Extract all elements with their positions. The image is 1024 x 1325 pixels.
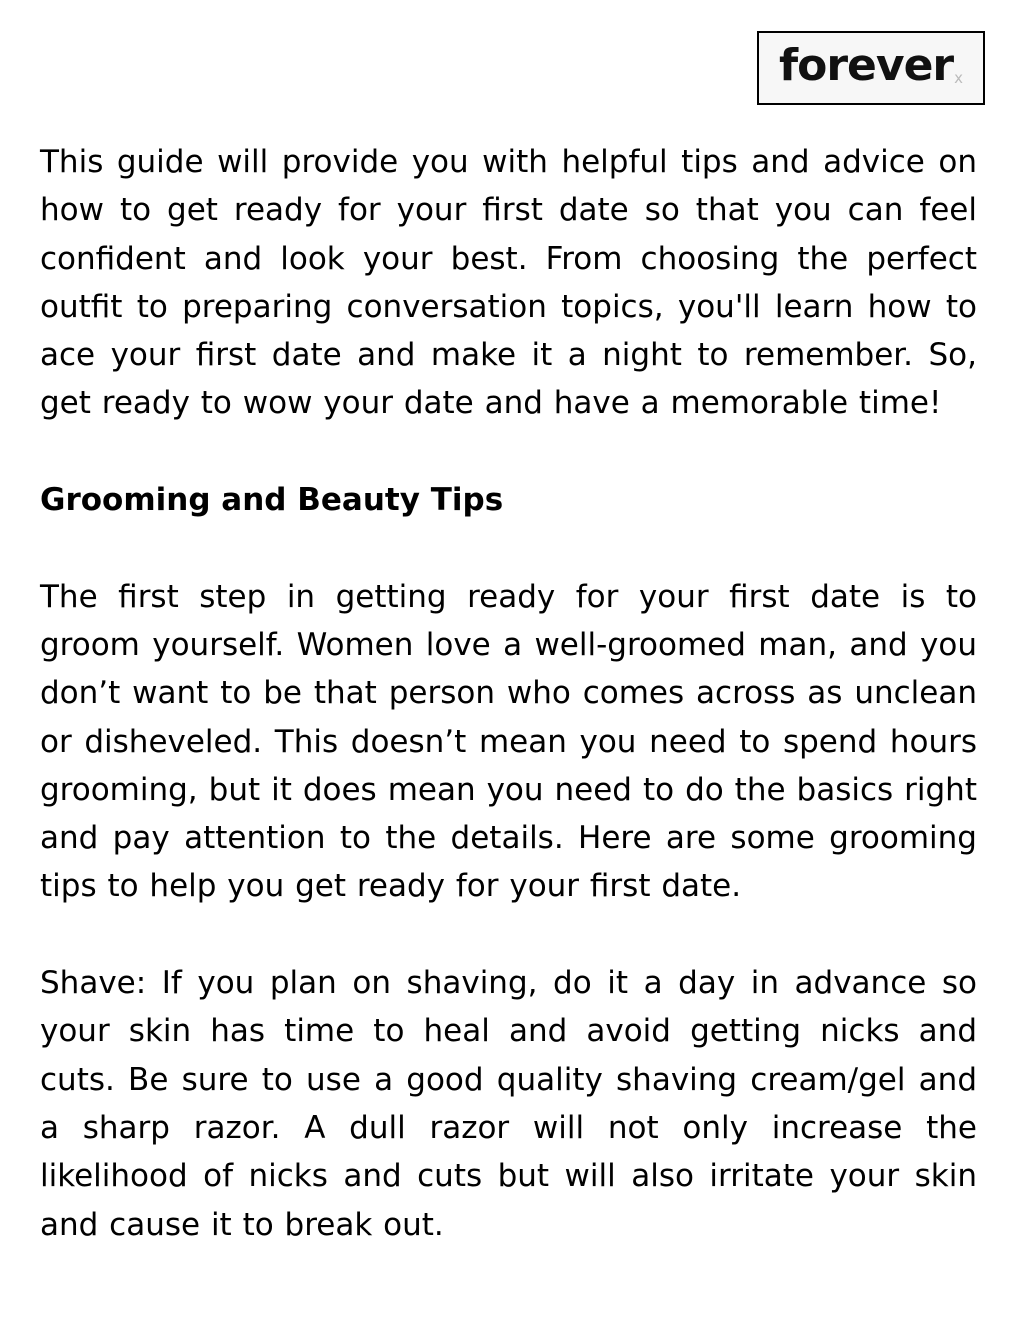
document-body [40, 138, 977, 1249]
logo-wordmark: forever [778, 40, 954, 91]
section-heading: Grooming and Beauty Tips [40, 482, 504, 519]
shave-paragraph: Shave: If you plan on shaving, do it a day in advance so your skin has time to heal and avoid getting nicks and cuts. Be sure to use a good quality shaving cream/gel and a sharp razor. A dull razor will not only increase the likelihood of nicks and cuts but will also irritate your skin and cause it to break out. [40, 965, 977, 1243]
logo-suffix: x [954, 69, 964, 87]
grooming-paragraph: The first step in getting ready for your first date is to groom yourself. Women love a well-groomed man, and you don’t want to be that person who comes across as unclean or disheveled. This doesn’t mean you need to spend hours grooming, but it does mean you need to do the basics right and pay attention to the details. Here are some grooming tips to help you get ready for your first date. [40, 578, 977, 905]
intro-paragraph: This guide will provide you with helpful tips and advice on how to get ready for your first date so that you can feel confident and look your best. From choosing the perfect outfit to preparing conversation topics, you'll learn how to ace your first date and make it a night to remember. So, get ready to wow your date and have a memorable time! [40, 144, 977, 422]
spacer [40, 524, 977, 572]
spacer [40, 911, 977, 959]
brand-logo [757, 31, 985, 105]
spacer [40, 428, 977, 476]
